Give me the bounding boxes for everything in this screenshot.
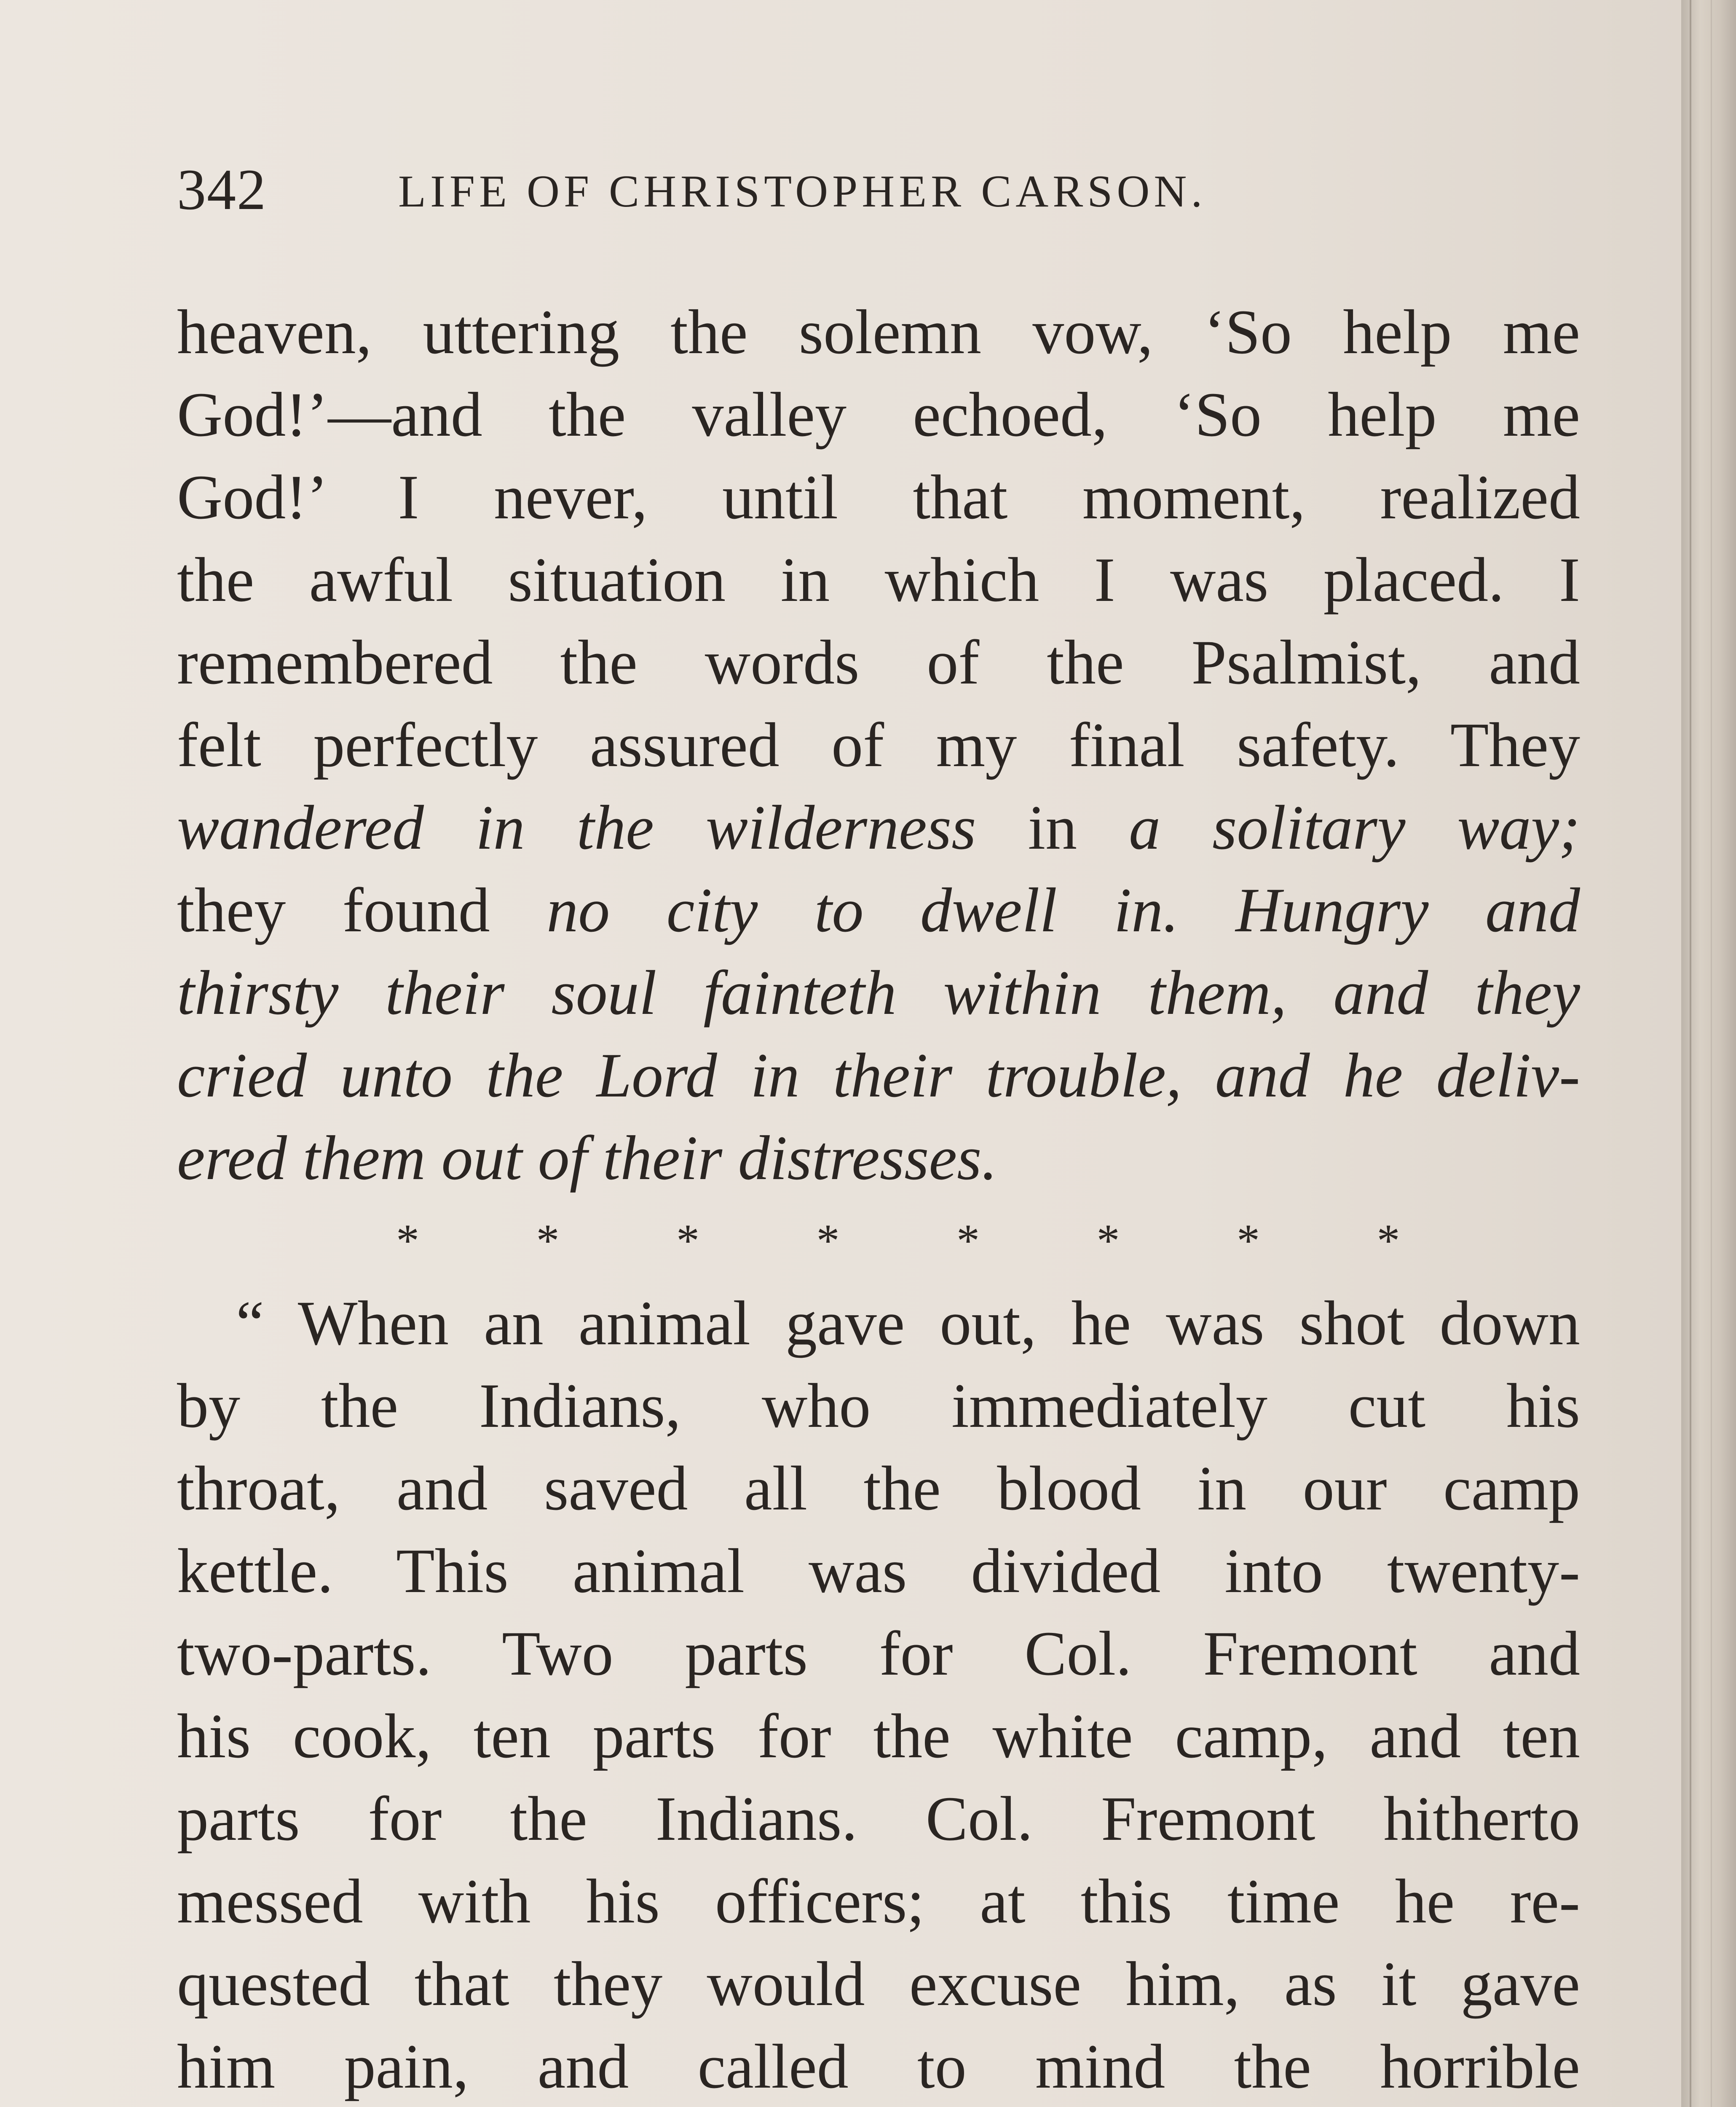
italic-run: a solitary way; (1129, 793, 1580, 863)
text-line (177, 786, 1580, 869)
text-line: quested that they would excuse him, as it gave (177, 1949, 1580, 2019)
text-line: thirsty their soul fainteth within them, and they (177, 958, 1580, 1028)
text-line: the awful situation in which I was placed. I (177, 545, 1580, 615)
roman-run: in (976, 793, 1129, 863)
text-line: messed with his officers; at this time he re- (177, 1866, 1580, 1936)
page-header (177, 156, 1580, 223)
page-number: 342 (177, 157, 267, 222)
text-line (177, 869, 1580, 952)
text-line: by the Indians, who immediately cut his (177, 1371, 1580, 1441)
text-line: parts for the Indians. Col. Fremont hitherto (177, 1784, 1580, 1854)
roman-run: they found (177, 875, 547, 945)
section-break: * * * * * * * * (396, 1215, 1400, 1266)
italic-run: no city to dwell in. Hungry and (547, 875, 1580, 945)
running-head: LIFE OF CHRISTOPHER CARSON. (398, 166, 1207, 217)
text-line: remembered the words of the Psalmist, and (177, 627, 1580, 697)
text-line: cried unto the Lord in their trouble, and he deliv- (177, 1040, 1580, 1110)
text-line: ered them out of their distresses. (177, 1123, 997, 1193)
body-text (177, 291, 1580, 2107)
page-edge (1681, 0, 1736, 2107)
text-line: his cook, ten parts for the white camp, and ten (177, 1701, 1580, 1771)
text-line: kettle. This animal was divided into twenty- (177, 1536, 1580, 1606)
text-line: him pain, and called to mind the horrible (177, 2032, 1580, 2102)
text-line: felt perfectly assured of my final safety. They (177, 710, 1580, 780)
text-line: heaven, uttering the solemn vow, ‘So help me (177, 297, 1580, 367)
text-line: two-parts. Two parts for Col. Fremont and (177, 1619, 1580, 1689)
italic-run: wandered in the wilderness (177, 793, 976, 863)
text-line: God!’ I never, until that moment, realized (177, 462, 1580, 532)
text-line: “ When an animal gave out, he was shot down (236, 1288, 1580, 1358)
text-line: God!’—and the valley echoed, ‘So help me (177, 380, 1580, 450)
text-line: throat, and saved all the blood in our camp (177, 1453, 1580, 1523)
